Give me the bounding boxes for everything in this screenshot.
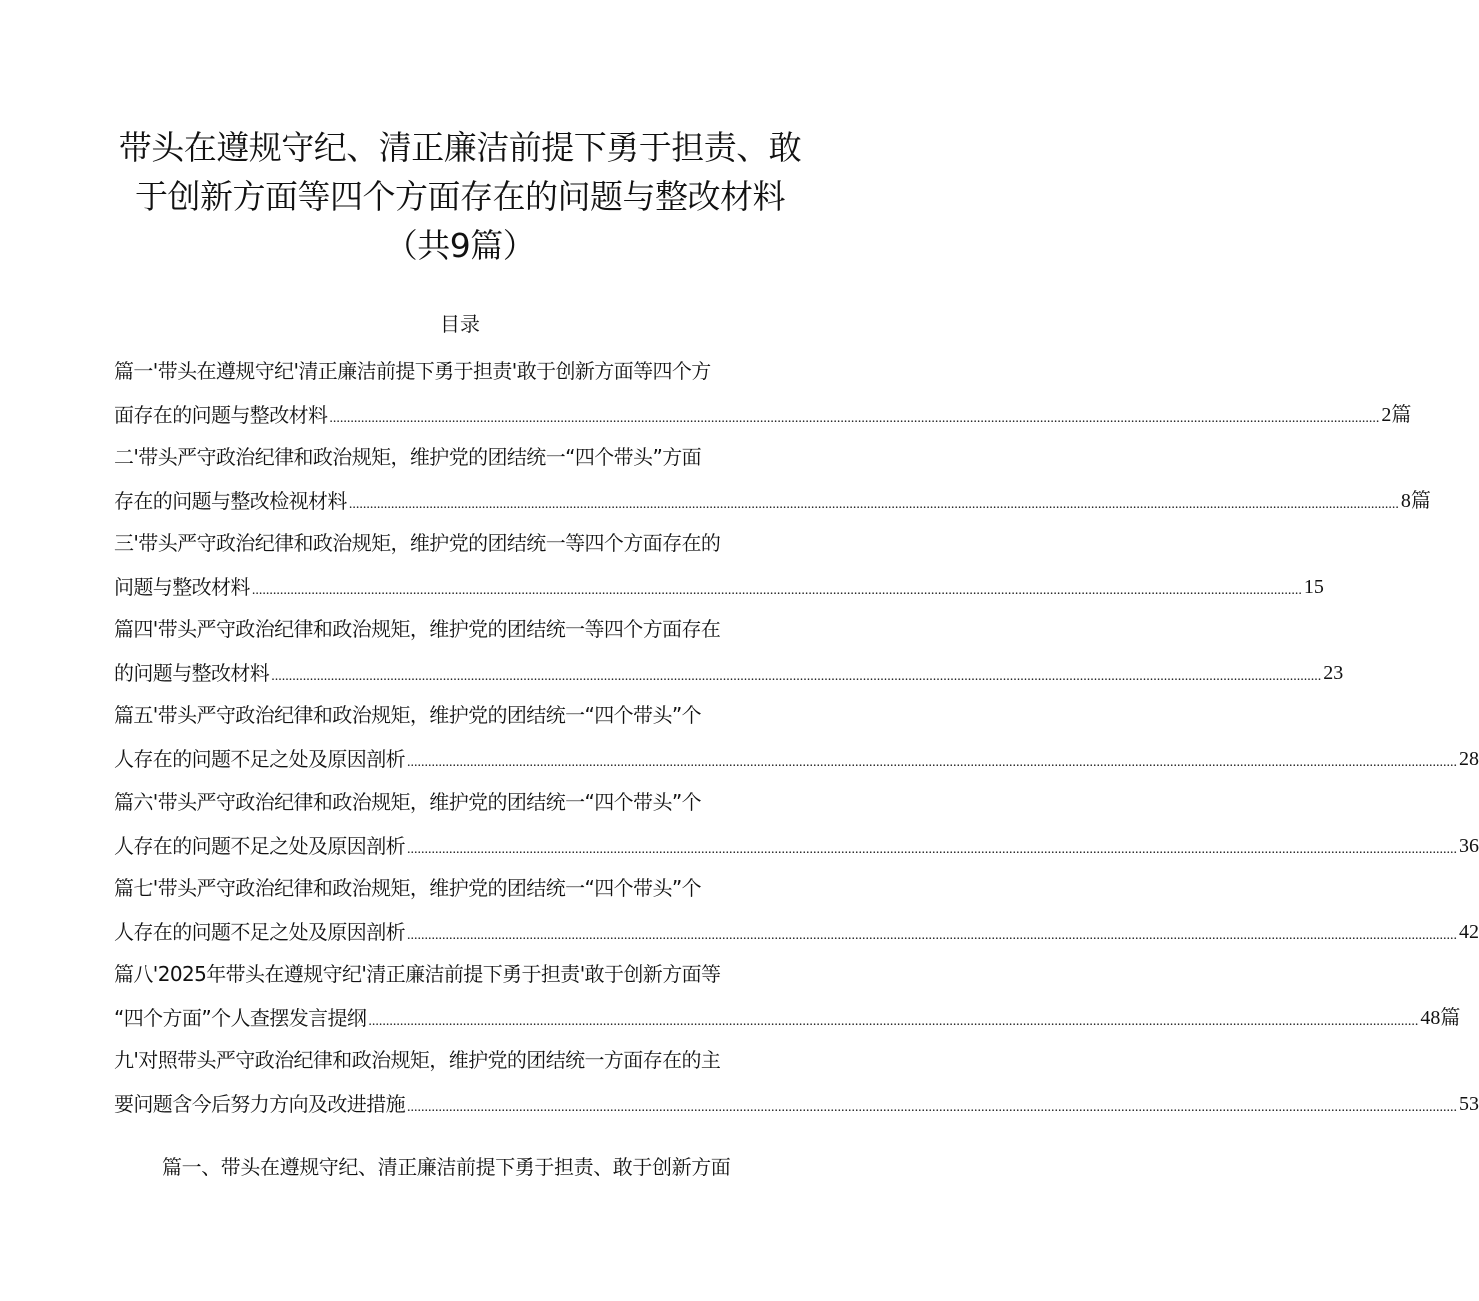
toc-page-value: 28: [1459, 748, 1479, 770]
toc-dot-leader: ............................................................................................................................................................................................................................................................................................................: [251, 583, 1302, 598]
toc-page-value: 2: [1381, 404, 1392, 426]
toc-entry-text: “四个方面”个人查摆发言提纲: [114, 1006, 367, 1030]
toc-page-value: 42: [1459, 921, 1479, 943]
toc-entry-5-line-1[interactable]: 篇五'带头严守政治纪律和政治规矩，维护党的团结统一“四个带头”个: [114, 703, 702, 727]
toc-entry-4-line-2[interactable]: [114, 657, 1344, 688]
toc-entry-3-line-2[interactable]: [114, 571, 1324, 602]
document-title-line-3: （共9篇）: [384, 226, 536, 265]
toc-page-number: [1459, 830, 1479, 861]
toc-page-value: 15: [1303, 576, 1324, 598]
toc-page-value: 8: [1400, 490, 1411, 512]
toc-page-value: 53: [1459, 1093, 1479, 1115]
toc-page-tail: 篇: [1391, 402, 1411, 426]
toc-entry-8-line-2[interactable]: [114, 1002, 1460, 1033]
toc-dot-leader: ............................................................................................................................................................................................................................................................................................................: [348, 497, 1399, 512]
toc-entry-7-line-1[interactable]: 篇七'带头严守政治纪律和政治规矩，维护党的团结统一“四个带头”个: [114, 876, 702, 900]
toc-page-number: [1401, 485, 1430, 516]
toc-page-number: [1381, 399, 1410, 430]
toc-dot-leader: ............................................................................................................................................................................................................................................................................................................: [271, 669, 1322, 684]
toc-page-number: [1304, 571, 1324, 602]
toc-entry-text: 人存在的问题不足之处及原因剖析: [114, 920, 405, 944]
toc-entry-9-line-2[interactable]: [114, 1088, 1479, 1119]
toc-entry-text: 问题与整改材料: [114, 575, 250, 599]
toc-entry-6-line-1[interactable]: 篇六'带头严守政治纪律和政治规矩，维护党的团结统一“四个带头”个: [114, 790, 702, 814]
toc-page-number: [1459, 1088, 1479, 1119]
toc-entry-text: 人存在的问题不足之处及原因剖析: [114, 834, 405, 858]
toc-dot-leader: ............................................................................................................................................................................................................................................................................................................: [407, 1100, 1457, 1115]
toc-dot-leader: ............................................................................................................................................................................................................................................................................................................: [407, 928, 1457, 943]
toc-page-number: [1323, 657, 1343, 688]
toc-entry-5-line-2[interactable]: [114, 743, 1479, 774]
toc-entry-text: 人存在的问题不足之处及原因剖析: [114, 747, 405, 771]
toc-entry-6-line-2[interactable]: [114, 830, 1479, 861]
toc-entry-2-line-2[interactable]: [114, 485, 1431, 516]
body-first-line: 篇一、带头在遵规守纪、清正廉洁前提下勇于担责、敢于创新方面: [162, 1155, 731, 1179]
toc-entry-text: 存在的问题与整改检视材料: [114, 489, 347, 513]
document-title-line-1: 带头在遵规守纪、清正廉洁前提下勇于担责、敢: [118, 128, 802, 167]
toc-dot-leader: ............................................................................................................................................................................................................................................................................................................: [407, 755, 1457, 770]
toc-entry-7-line-2[interactable]: [114, 916, 1479, 947]
document-title-line-2: 于创新方面等四个方面存在的问题与整改材料: [135, 177, 785, 216]
toc-heading: 目录: [440, 312, 480, 336]
toc-entry-2-line-1[interactable]: 二'带头严守政治纪律和政治规矩，维护党的团结统一“四个带头”方面: [114, 445, 702, 469]
toc-page-value: 36: [1459, 835, 1479, 857]
toc-page-number: [1459, 916, 1479, 947]
toc-entry-text: 面存在的问题与整改材料: [114, 403, 328, 427]
toc-entry-8-line-1[interactable]: 篇八'2025年带头在遵规守纪'清正廉洁前提下勇于担责'敢于创新方面等: [114, 962, 721, 986]
toc-dot-leader: ............................................................................................................................................................................................................................................................................................................: [368, 1014, 1419, 1029]
toc-entry-text: 的问题与整改材料: [114, 661, 270, 685]
toc-entry-1-line-2[interactable]: [114, 399, 1411, 430]
toc-entry-9-line-1[interactable]: 九'对照带头严守政治纪律和政治规矩，维护党的团结统一方面存在的主: [114, 1048, 721, 1072]
toc-dot-leader: ............................................................................................................................................................................................................................................................................................................: [407, 842, 1457, 857]
toc-entry-text: 要问题含今后努力方向及改进措施: [114, 1092, 405, 1116]
toc-entry-1-line-1[interactable]: 篇一'带头在遵规守纪'清正廉洁前提下勇于担责'敢于创新方面等四个方: [114, 359, 711, 383]
toc-page-number: [1420, 1002, 1459, 1033]
toc-entry-3-line-1[interactable]: 三'带头严守政治纪律和政治规矩，维护党的团结统一等四个方面存在的: [114, 531, 721, 555]
toc-page-tail: 篇: [1440, 1005, 1460, 1029]
toc-dot-leader: ............................................................................................................................................................................................................................................................................................................: [329, 411, 1380, 426]
toc-page-value: 48: [1420, 1007, 1441, 1029]
toc-page-value: 23: [1323, 662, 1344, 684]
toc-entry-4-line-1[interactable]: 篇四'带头严守政治纪律和政治规矩，维护党的团结统一等四个方面存在: [114, 617, 721, 641]
toc-page-tail: 篇: [1410, 488, 1431, 512]
toc-page-number: [1459, 743, 1479, 774]
